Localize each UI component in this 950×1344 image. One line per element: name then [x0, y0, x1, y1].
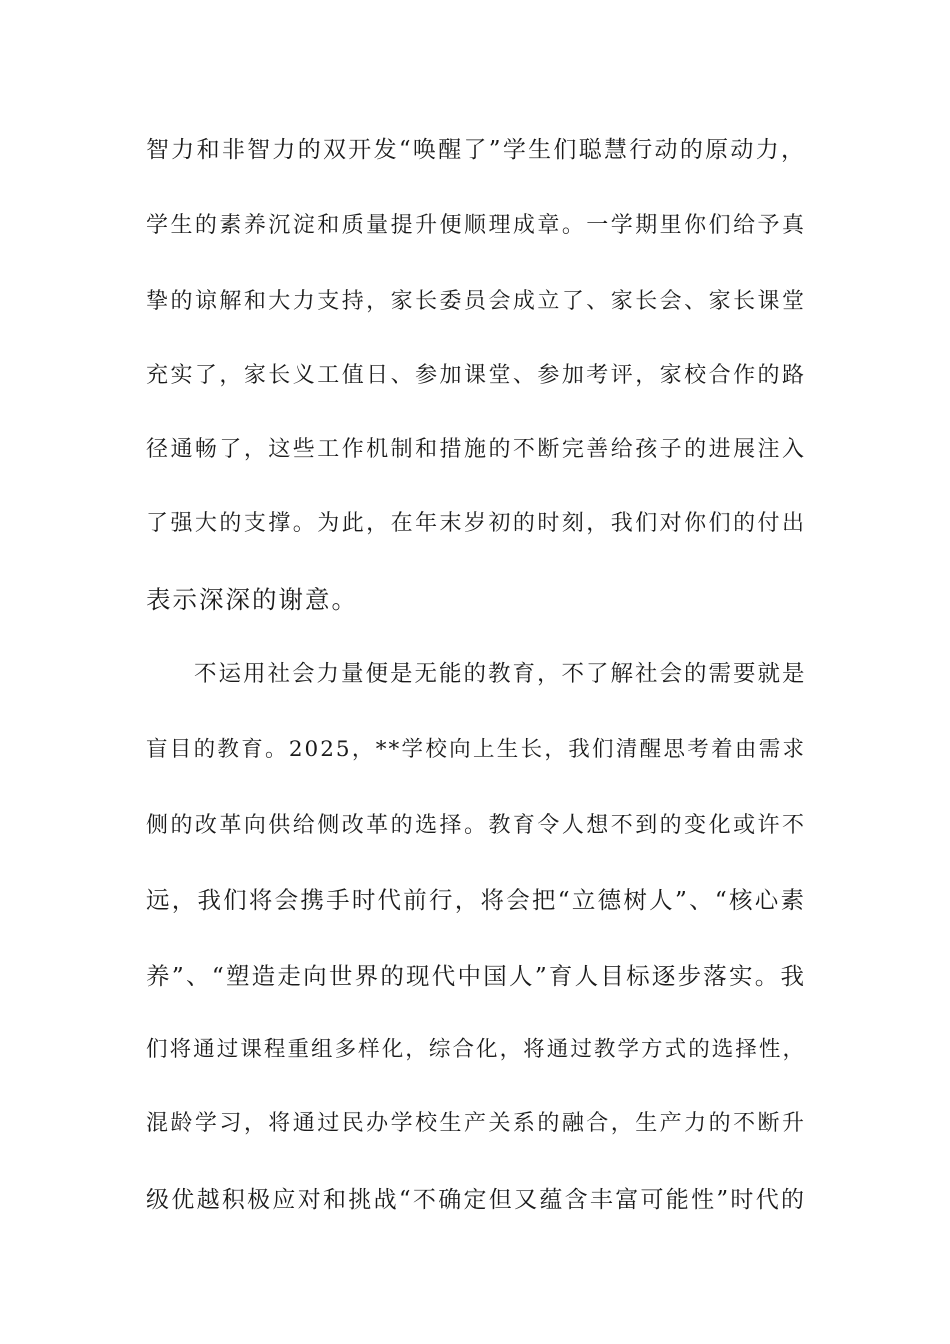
paragraph-line: 远，我们将会携手时代前行，将会把“立德树人”、“核心素: [146, 886, 806, 914]
paragraph-line: 学生的素养沉淀和质量提升便顺理成章。一学期里你们给予真: [146, 213, 806, 238]
paragraph-line: 不运用社会力量便是无能的教育，不了解社会的需要就是: [194, 661, 807, 687]
paragraph-line: 级优越积极应对和挑战“不确定但又蕴含丰富可能性”时代的: [146, 1187, 806, 1213]
paragraph-line: 表示深深的谢意。: [146, 585, 358, 614]
paragraph-line: 养”、“塑造走向世界的现代中国人”育人目标逐步落实。我: [146, 962, 806, 990]
paragraph-line: 盲目的教育。2025，**学校向上生长，我们清醒思考着由需求: [146, 737, 806, 762]
paragraph-line: 了强大的支撑。为此，在年末岁初的时刻，我们对你们的付出: [146, 511, 806, 536]
paragraph-line: 混龄学习，将通过民办学校生产关系的融合，生产力的不断升: [146, 1111, 806, 1136]
paragraph-line: 们将通过课程重组多样化，综合化，将通过教学方式的选择性，: [146, 1037, 806, 1062]
paragraph-line: 径通畅了，这些工作机制和措施的不断完善给孩子的进展注入: [146, 437, 806, 462]
paragraph-line: 挚的谅解和大力支持，家长委员会成立了、家长会、家长课堂: [146, 289, 806, 314]
paragraph-line: 侧的改革向供给侧改革的选择。教育令人想不到的变化或许不: [146, 813, 806, 838]
paragraph-line: 智力和非智力的双开发“唤醒了”学生们聪慧行动的原动力，: [146, 137, 806, 163]
paragraph-line: 充实了，家长义工值日、参加课堂、参加考评，家校合作的路: [146, 363, 806, 388]
